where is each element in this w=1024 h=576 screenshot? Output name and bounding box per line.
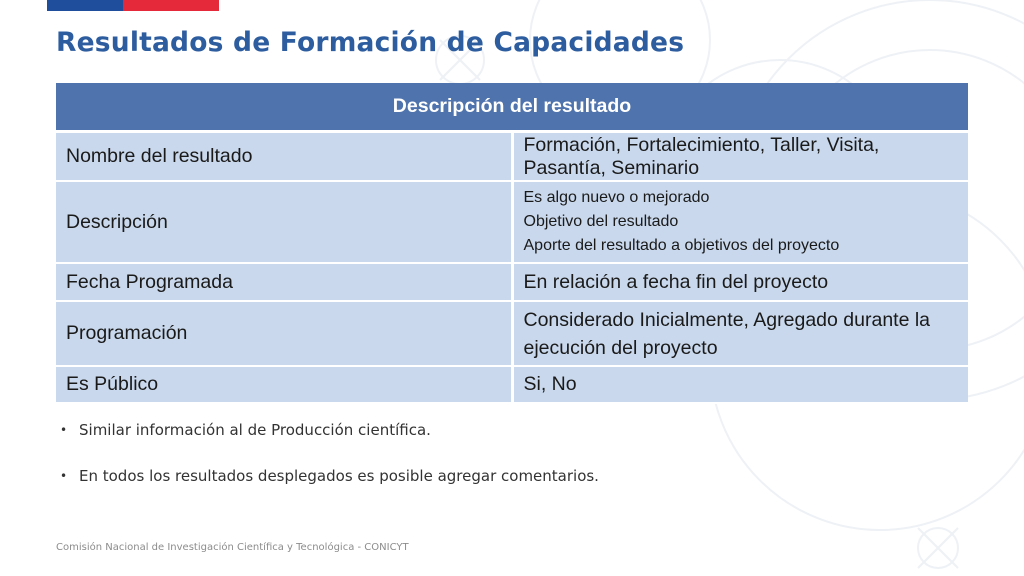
slide-title: Resultados de Formación de Capacidades [56, 27, 685, 58]
footer-text: Comisión Nacional de Investigación Científica y Tecnológica - CONICYT [56, 542, 409, 553]
row-label: Programación [56, 301, 512, 366]
row-value: Formación, Fortalecimiento, Taller, Visita, Pasantía, Seminario [512, 132, 968, 182]
row-value-line: Aporte del resultado a objetivos del proyecto [523, 237, 840, 254]
row-label: Es Público [56, 366, 512, 403]
table-row [56, 263, 968, 301]
flag-red-segment [123, 0, 219, 11]
bullet-item [60, 418, 960, 442]
row-label: Descripción [56, 181, 512, 263]
bullet-icon: • [60, 469, 68, 483]
table-row [56, 132, 968, 182]
table-row [56, 366, 968, 403]
table-row [56, 301, 968, 366]
bullet-item [60, 464, 960, 488]
results-table [56, 83, 968, 404]
bullet-text: En todos los resultados desplegados es posible agregar comentarios. [79, 467, 599, 485]
row-value: Si, No [512, 366, 968, 403]
row-value: En relación a fecha fin del proyecto [512, 263, 968, 301]
flag-blue-segment [47, 0, 123, 11]
bullet-text: Similar información al de Producción científica. [79, 421, 431, 439]
row-value: Considerado Inicialmente, Agregado durante la ejecución del proyecto [512, 301, 968, 366]
table-row [56, 181, 968, 263]
row-label: Fecha Programada [56, 263, 512, 301]
row-value-line: Objetivo del resultado [523, 213, 679, 230]
row-label: Nombre del resultado [56, 132, 512, 182]
bullet-list [60, 418, 960, 488]
bullet-icon: • [60, 423, 68, 437]
row-value-line: Es algo nuevo o mejorado [523, 189, 710, 206]
row-value-list [512, 181, 968, 263]
table-header: Descripción del resultado [56, 83, 968, 132]
flag-bar [47, 0, 219, 11]
